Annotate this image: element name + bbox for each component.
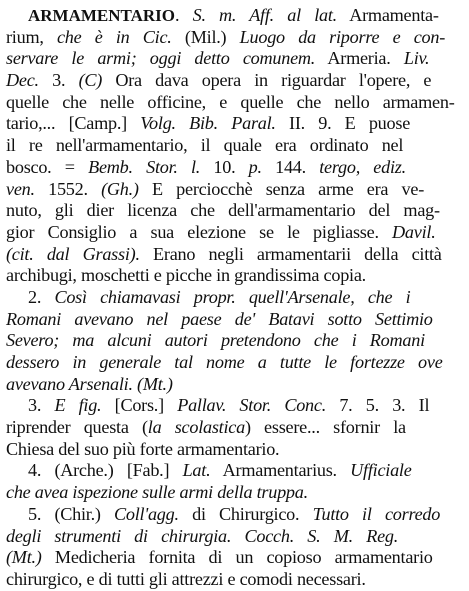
text-run: 3. bbox=[28, 395, 55, 416]
text-run: 1552. bbox=[34, 178, 102, 199]
text-run: 144. bbox=[261, 156, 320, 177]
entry-line bbox=[6, 547, 462, 569]
headword: ARMAMENTARIO bbox=[28, 6, 176, 25]
text-run: 4. (Arche.) [Fab.] bbox=[28, 460, 183, 481]
text-run: riprender questa ( bbox=[6, 417, 148, 438]
entry-line bbox=[6, 330, 462, 352]
text-run: Erano negli armamentarii della città bbox=[139, 243, 442, 264]
entry-line bbox=[6, 395, 462, 417]
entry-line bbox=[6, 200, 462, 222]
entry-line bbox=[6, 482, 462, 504]
italic-text: Coll'agg. bbox=[113, 503, 179, 524]
italic-text: dessero in generale tal nome a tutte le fortezze ove bbox=[6, 352, 443, 372]
italic-text: Dec. bbox=[6, 70, 39, 91]
entry-line bbox=[6, 244, 462, 266]
italic-text: che avea ispezione sulle armi della truppa. bbox=[6, 482, 308, 503]
entry-line bbox=[6, 5, 462, 27]
italic-text: servare le armi; oggi detto comunem. bbox=[6, 48, 316, 69]
dictionary-entry bbox=[6, 5, 462, 591]
entry-line bbox=[6, 504, 462, 526]
text-run: archibugi, moschetti e picche in grandissima copia. bbox=[6, 265, 366, 286]
italic-text: Lat. bbox=[182, 460, 211, 481]
italic-text: degli strumenti di chirurgia. Cocch. S. M. Reg. bbox=[6, 525, 399, 546]
italic-text: (Mt.) bbox=[6, 547, 42, 568]
text-run: Ora dava opera in riguardar l'opere, e bbox=[102, 70, 432, 91]
text-run: 7. 5. 3. Il bbox=[326, 395, 430, 416]
text-run: Chiesa del suo più forte armamentario. bbox=[6, 438, 280, 459]
italic-text: Bemb. Stor. l. bbox=[88, 156, 201, 177]
text-run: (Mil.) bbox=[171, 26, 240, 47]
italic-text: p. bbox=[248, 156, 262, 177]
entry-line bbox=[6, 27, 462, 49]
text-run: nuto, gli dier licenza che dell'armamentario del mag- bbox=[6, 200, 440, 221]
italic-text: Luogo da riporre e con- bbox=[239, 26, 446, 47]
italic-text: Liv. bbox=[403, 48, 430, 69]
italic-text: Tutto il corredo bbox=[312, 503, 441, 524]
entry-line bbox=[6, 352, 462, 374]
text-run: . bbox=[175, 5, 193, 25]
text-run: 10. bbox=[200, 156, 249, 177]
text-run: bosco. = bbox=[6, 156, 89, 177]
italic-text: (Mt.) bbox=[137, 373, 173, 394]
italic-text: (C) bbox=[78, 70, 103, 91]
italic-text: ven. bbox=[6, 178, 35, 199]
italic-text: S. m. Aff. al lat. bbox=[192, 5, 337, 25]
entry-line bbox=[6, 526, 462, 548]
entry-line bbox=[6, 439, 462, 461]
text-run: di Chirurgico. bbox=[178, 503, 313, 524]
italic-text: avevano Arsenali. bbox=[6, 373, 133, 394]
entry-line bbox=[6, 157, 462, 179]
italic-text: (cit. dal Grassi). bbox=[6, 243, 140, 264]
text-run: [Cors.] bbox=[101, 395, 178, 416]
text-run: 2. bbox=[28, 286, 55, 307]
text-run: ) essere... sfornir la bbox=[244, 417, 406, 438]
entry-line bbox=[6, 309, 462, 331]
italic-text: Pallav. Stor. Conc. bbox=[177, 395, 327, 416]
entry-line bbox=[6, 179, 462, 201]
entry-line bbox=[6, 460, 462, 482]
italic-text: tergo, ediz. bbox=[319, 156, 406, 177]
text-run: 3. bbox=[38, 70, 79, 91]
italic-text: Ufficiale bbox=[350, 460, 412, 481]
entry-line bbox=[6, 113, 462, 135]
italic-text: Davil. bbox=[392, 221, 436, 242]
italic-text: Romani avevano nel paese de' Batavi sotto Settimio bbox=[6, 308, 433, 329]
text-run: Armamenta- bbox=[336, 5, 439, 25]
italic-text: Volg. Bib. Paral. bbox=[140, 113, 276, 134]
entry-line bbox=[6, 417, 462, 439]
entry-line bbox=[6, 374, 462, 396]
text-run: 5. (Chir.) bbox=[28, 503, 114, 524]
entry-line bbox=[6, 222, 462, 244]
text-run: Armamentarius. bbox=[210, 460, 351, 481]
italic-text: (Gh.) bbox=[101, 178, 139, 199]
italic-text: Severo; ma alcuni autori pretendono che i Romani bbox=[6, 330, 425, 351]
entry-line bbox=[6, 135, 462, 157]
italic-text: la scolastica bbox=[147, 417, 245, 438]
entry-line bbox=[6, 48, 462, 70]
text-run: tario,... [Camp.] bbox=[6, 113, 141, 134]
entry-line bbox=[6, 265, 462, 287]
text-run: Medicheria fornita di un copioso armamentario bbox=[41, 547, 433, 568]
entry-line bbox=[6, 70, 462, 92]
text-run: gior Consiglio a sua elezione se le pigliasse. bbox=[6, 221, 393, 242]
entry-line bbox=[6, 92, 462, 114]
text-run: quelle che nelle officine, e quelle che nello armamen- bbox=[6, 91, 455, 112]
italic-text: che è in Cic. bbox=[56, 26, 172, 47]
entry-line bbox=[6, 287, 462, 309]
text-run: II. 9. E puose bbox=[275, 113, 411, 134]
text-run: E perciocchè senza arme era ve- bbox=[138, 178, 425, 199]
italic-text: E fig. bbox=[54, 395, 102, 416]
text-run: chirurgico, e di tutti gli attrezzi e comodi necessari. bbox=[6, 568, 366, 589]
italic-text: Così chiamavasi propr. quell'Arsenale, che i bbox=[54, 286, 411, 307]
text-run: rium, bbox=[6, 26, 57, 47]
text-run: il re nell'armamentario, il quale era ordinato nel bbox=[6, 135, 404, 156]
text-run: Armeria. bbox=[315, 48, 404, 69]
